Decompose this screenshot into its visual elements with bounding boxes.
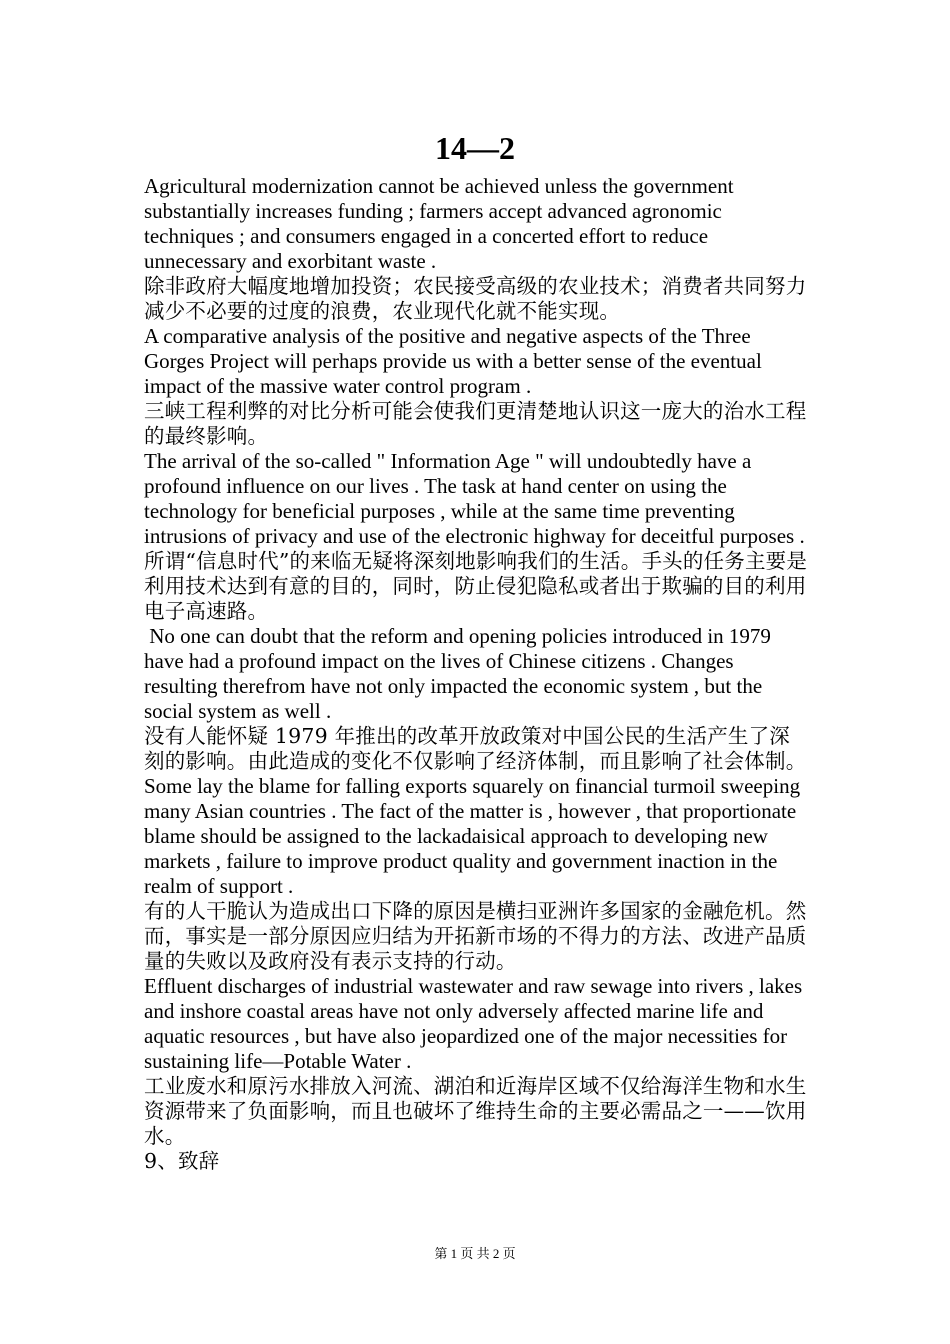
paragraph-5-zh: 有的人干脆认为造成出口下降的原因是横扫亚洲许多国家的金融危机。然而，事实是一部分原因应归结为开拓新市场的不得力的方法、改进产品质量的失败以及政府没有表示支持的行动。 bbox=[144, 899, 807, 973]
paragraph-2-zh: 三峡工程利弊的对比分析可能会使我们更清楚地认识这一庞大的治水工程的最终影响。 bbox=[144, 399, 807, 448]
paragraph-1-zh: 除非政府大幅度地增加投资；农民接受高级的农业技术；消费者共同努力减少不必要的过度的浪费，农业现代化就不能实现。 bbox=[144, 274, 807, 323]
paragraph-4-zh: 没有人能怀疑 1979 年推出的改革开放政策对中国公民的生活产生了深刻的影响。由此造成的变化不仅影响了经济体制，而且影响了社会体制。 bbox=[144, 724, 807, 773]
section-heading: 9、致辞 bbox=[144, 1149, 220, 1173]
page-footer: 第 1 页 共 2 页 bbox=[434, 1246, 516, 1261]
paragraph-6-zh: 工业废水和原污水排放入河流、湖泊和近海岸区域不仅给海洋生物和水生资源带来了负面影响，而且也破坏了维持生命的主要必需品之一——饮用水。 bbox=[144, 1074, 807, 1148]
page-title: 14—2 bbox=[435, 130, 515, 166]
paragraph-1-en: Agricultural modernization cannot be achieved unless the government substantially increases funding ; farmers accept advanced agronomic techniques ; and consumers engaged in a concerted effort to reduce unnecessary and exorbitant waste . bbox=[144, 174, 739, 273]
paragraph-5-en: Some lay the blame for falling exports squarely on financial turmoil sweeping many Asian countries . The fact of the matter is , however , that proportionate blame should be assigned to the lackadaisical approach to developing new markets , failure to improve product quality and government inaction in the realm of support . bbox=[144, 774, 806, 898]
paragraph-2-en: A comparative analysis of the positive and negative aspects of the Three Gorges Project will perhaps provide us with a better sense of the eventual impact of the massive water control program . bbox=[144, 324, 768, 398]
paragraph-3-zh: 所谓“信息时代”的来临无疑将深刻地影响我们的生活。手头的任务主要是利用技术达到有意的目的，同时，防止侵犯隐私或者出于欺骗的目的利用电子高速路。 bbox=[144, 549, 808, 623]
paragraph-3-en: The arrival of the so-called " Information Age " will undoubtedly have a profound influence on our lives . The task at hand center on using the technology for beneficial purposes , while at the same time preventing intrusions of privacy and use of the electronic highway for deceitful purposes . bbox=[144, 449, 805, 548]
paragraph-6-en: Effluent discharges of industrial wastewater and raw sewage into rivers , lakes and inshore coastal areas have not only adversely affected marine life and aquatic resources , but have also jeopardized one of the major necessities for sustaining life—Potable Water . bbox=[144, 974, 808, 1073]
paragraph-4-en: No one can doubt that the reform and opening policies introduced in 1979 have had a profound impact on the lives of Chinese citizens . Changes resulting therefrom have not only impacted the economic system , but the social system as well . bbox=[144, 624, 777, 723]
document-body bbox=[144, 174, 810, 1174]
